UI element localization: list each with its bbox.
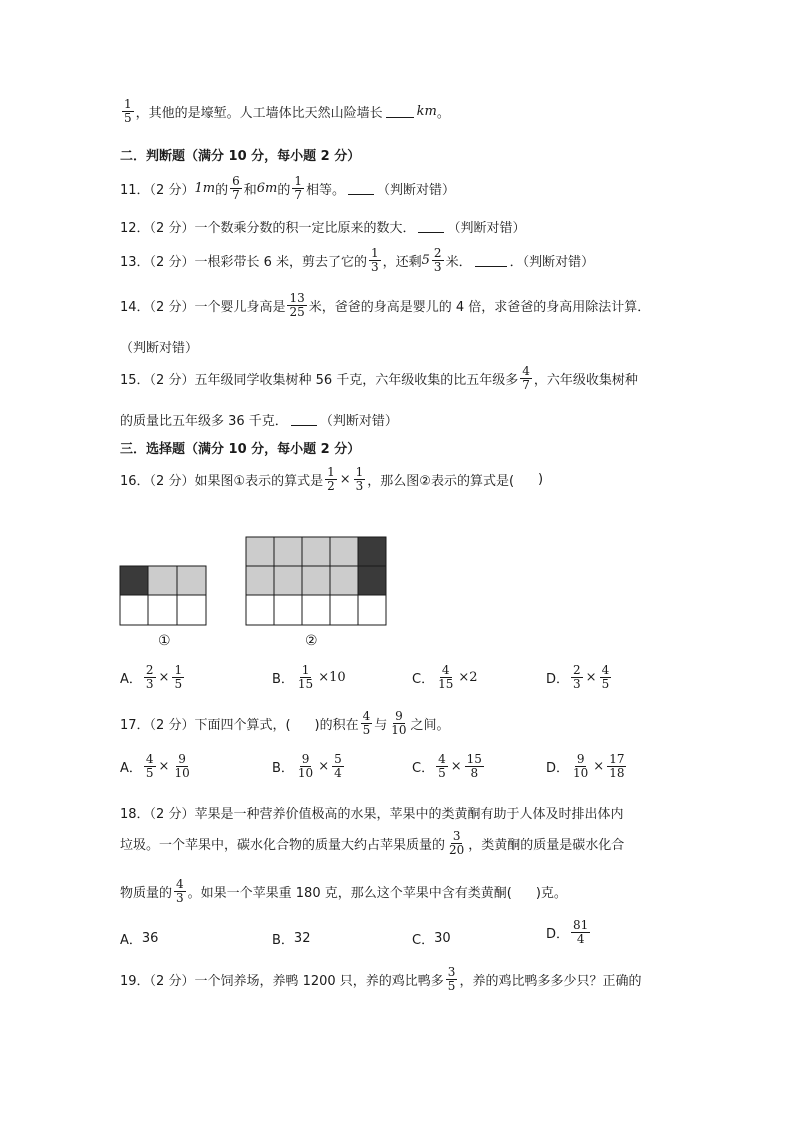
q17-option-c[interactable]: C． $\frac{4}{5}$ × $\frac{15}{8}$	[412, 752, 482, 780]
section-heading-choice: 三．选择题（满分 10 分，每小题 2 分）	[120, 442, 361, 457]
fraction: $\frac{1}{5}$	[124, 97, 132, 125]
fig1-cell-empty	[177, 595, 206, 625]
fig2-cell-light	[330, 566, 358, 595]
question-11: 11．（2 分） 1 m 的 $\frac{6}{7}$ 和 6 m 的 $\frac{1}{7}$ 相等。 （判断对错）	[120, 174, 456, 202]
fig2-cell-light	[302, 537, 330, 566]
fig2-cell-dark	[358, 566, 386, 595]
fig2-cell-empty	[330, 595, 358, 625]
fraction: $\frac{1}{2}$	[327, 465, 335, 493]
q18-option-a[interactable]: A． 36	[120, 931, 159, 948]
question-16: 16．（2 分）如果图①表示的算式是 $\frac{1}{2}$ × $\frac{1}{3}$ ，那么图②表示的算式是( )	[120, 465, 544, 493]
q17-option-a[interactable]: A． $\frac{4}{5}$ × $\frac{9}{10}$	[120, 752, 190, 780]
answer-blank[interactable]	[475, 254, 507, 267]
fraction: $\frac{3}{5}$	[447, 965, 456, 993]
fig2-cell-empty	[358, 595, 386, 625]
fig2-cell-light	[330, 537, 358, 566]
fig2-cell-dark	[358, 537, 386, 566]
question-18-line1: 18．（2 分）苹果是一种营养价值极高的水果，苹果中的类黄酮有助于人体及时排出体内	[120, 807, 624, 822]
q16-option-d[interactable]: D． $\frac{2}{3}$ × $\frac{4}{5}$	[546, 663, 610, 691]
figure-2-label: ②	[305, 633, 318, 649]
figure-1-grid	[119, 565, 209, 627]
fig2-cell-light	[246, 537, 274, 566]
fig2-cell-light	[274, 537, 302, 566]
fraction: $\frac{4}{3}$	[176, 877, 184, 905]
q17-option-d[interactable]: D． $\frac{9}{10}$ × $\frac{17}{18}$	[546, 752, 625, 780]
question-13: 13．（2 分）一根彩带长 6 米，剪去了它的 $\frac{1}{3}$ ，还剩 5 $\frac{2}{3}$ 米． ．（判断对错）	[120, 246, 595, 274]
q18-option-d[interactable]: D． $\frac{81}{4}$	[546, 918, 589, 946]
fig2-cell-light	[274, 566, 302, 595]
question-19: 19．（2 分）一个饲养场，养鸭 1200 只，养的鸡比鸭多 $\frac{3}{5}$ ，养的鸡比鸭多多少只？正确的	[120, 965, 642, 993]
question-18-line3: 物质量的 $\frac{4}{3}$ 。如果一个苹果重 180 克，那么这个苹果中含有类黄酮( )克。	[120, 877, 567, 905]
section-heading-judgement: 二．判断题（满分 10 分，每小题 2 分）	[120, 149, 361, 164]
fig2-cell-empty	[302, 595, 330, 625]
question-17: 17．（2 分）下面四个算式，( )的积在 $\frac{4}{5}$ 与 $\frac{9}{10}$ 之间。	[120, 709, 450, 737]
question-14: 14．（2 分）一个婴儿身高是 $\frac{13}{25}$ 米，爸爸的身高是婴儿的 4 倍，求爸爸的身高用除法计算．	[120, 291, 651, 319]
fraction: $\frac{4}{7}$	[522, 364, 530, 392]
question-12: 12．（2 分）一个数乘分数的积一定比原来的数大． （判断对错）	[120, 221, 526, 236]
fraction: $\frac{1}{3}$	[355, 465, 364, 493]
answer-blank[interactable]	[386, 105, 414, 118]
answer-blank[interactable]	[348, 182, 374, 195]
q16-option-b[interactable]: B． $\frac{1}{15}$ ×10	[272, 663, 346, 691]
question-15-line2: 的质量比五年级多 36 千克． （判断对错）	[120, 414, 398, 429]
fraction: $\frac{3}{20}$	[449, 829, 465, 857]
fig2-cell-empty	[246, 595, 274, 625]
figure-1-label: ①	[158, 633, 171, 649]
fraction: $\frac{1}{7}$	[294, 174, 302, 202]
q17-option-b[interactable]: B． $\frac{9}{10}$ × $\frac{5}{4}$	[272, 752, 342, 780]
fig2-cell-light	[302, 566, 330, 595]
fig1-cell-empty	[148, 595, 177, 625]
q16-option-c[interactable]: C． $\frac{4}{15}$ ×2	[412, 663, 478, 691]
question-18-line2: 垃圾。一个苹果中，碳水化合物的质量大约占苹果质量的 $\frac{3}{20}$ ，类黄酮的质量是碳水化合	[120, 829, 625, 857]
fraction: $\frac{9}{10}$	[391, 709, 407, 737]
fraction: $\frac{2}{3}$	[433, 246, 442, 274]
fraction: $\frac{1}{3}$	[370, 246, 379, 274]
fig1-cell-empty	[120, 595, 148, 625]
fig1-cell-light	[148, 566, 177, 595]
fraction: $\frac{4}{5}$	[362, 709, 371, 737]
answer-blank[interactable]	[418, 220, 444, 233]
figure-2-grid	[245, 536, 388, 627]
fraction: $\frac{13}{25}$	[289, 291, 305, 319]
question-14-judge: （判断对错）	[120, 341, 199, 356]
continuation-line: $\frac{1}{5}$ ，其他的是壕堑。人工墙体比天然山险墙长 km 。	[124, 97, 450, 125]
q16-option-a[interactable]: A． $\frac{2}{3}$ × $\frac{1}{5}$	[120, 663, 183, 691]
q18-option-b[interactable]: B． 32	[272, 931, 311, 948]
fig1-cell-dark	[120, 566, 148, 595]
question-15: 15．（2 分）五年级同学收集树种 56 千克，六年级收集的比五年级多 $\frac{4}{7}$ ，六年级收集树种	[120, 364, 638, 392]
fig2-cell-light	[246, 566, 274, 595]
q18-option-c[interactable]: C． 30	[412, 931, 451, 948]
fraction: $\frac{6}{7}$	[232, 174, 240, 202]
answer-blank[interactable]	[291, 413, 317, 426]
fig1-cell-light	[177, 566, 206, 595]
fig2-cell-empty	[274, 595, 302, 625]
